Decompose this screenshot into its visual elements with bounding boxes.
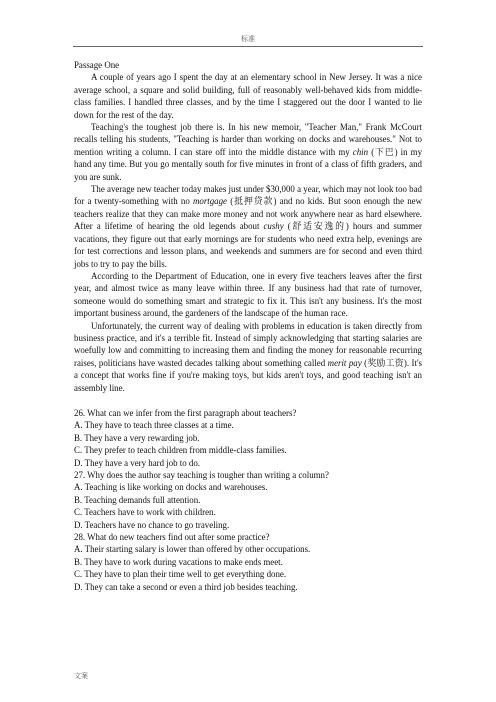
paragraph-text: According to the Department of Education, one in every five teachers leaves after the first year, and almost twice as many leave within three. If any business had that rate of turnover, someone would do something smart and strategic to fix it. This isn't any business. It's the most important business around, the gardeners of the landscape of the human race. — [74, 270, 422, 319]
paragraph-text: (抵押贷款) and no kids. But soon enough the new teachers realize that they can make more money and not work anywhere near as hard elsewhere. After a lifetime of hearing the old legends about — [74, 196, 422, 232]
paragraph-text: A couple of years ago I spent the day at an elementary school in New Jersey. It was a nice average school, a square and solid building, full of reasonably well-behaved kids from middle-class families. I handled three classes, and by the time I staggered out the door I wanted to lie down for the rest of the day. — [74, 72, 422, 120]
passage-paragraph — [74, 71, 422, 121]
question-stem: 26. What can we infer from the first paragraph about teachers? — [74, 407, 297, 418]
answer-option: D. Teachers have no chance to go traveling. — [74, 519, 230, 530]
italic-term: cushy — [263, 221, 284, 232]
answer-option: A. They have to teach three classes at a time. — [74, 420, 234, 431]
passage-title: Passage One — [74, 60, 120, 70]
question-list — [74, 407, 422, 593]
passage-paragraph — [74, 320, 422, 394]
paragraph-text: Teaching's the toughest job there is. In his new memoir, "Teacher Man," Frank McCourt recalls telling his students, "Teaching is harder than working on docks and warehouses." Not to mention writing a column. I can stare off into the middle distance with my — [74, 122, 422, 157]
answer-option: B. They have to work during vacations to make ends meet. — [74, 556, 283, 567]
italic-term: chin — [352, 146, 369, 157]
question — [74, 531, 422, 593]
passage-paragraph — [74, 121, 422, 183]
document-body — [74, 59, 422, 593]
paragraph-text: Unfortunately, the current way of dealing with problems in education is taken directly from business practice, and it's a terrible fit. Instead of simply acknowledging that starting salaries are woefully low and committing to increasing them and finding the money for reasonable recurring raises, politicians have wasted decades talking about something called — [74, 320, 422, 368]
answer-option: A. Their starting salary is lower than offered by other occupations. — [74, 544, 311, 555]
answer-option: B. Teaching demands full attention. — [74, 494, 201, 505]
question — [74, 469, 422, 531]
page-header: 标准 — [241, 35, 255, 43]
answer-option: C. They have to plan their time well to get everything done. — [74, 569, 287, 580]
italic-term: mortgage — [192, 196, 227, 207]
question-stem: 27. Why does the author say teaching is tougher than writing a column? — [74, 470, 329, 480]
question-stem: 28. What do new teachers find out after some practice? — [74, 532, 270, 543]
paragraph-text: (舒适安逸的) hours and summer vacations, they figure out that early mornings are for students who need extra help, evenings are for test corrections and lesson plans, and weekends and summers are for second and even third jobs to try to pay the bills. — [74, 221, 422, 269]
paragraph-text: (下巴) in my hand any time. But you go mentally south for five minutes in front of a class of fifth graders, and you are sunk. — [74, 146, 423, 182]
answer-option: B. They have a very rewarding job. — [74, 432, 200, 443]
answer-option: D. They can take a second or even a third job besides teaching. — [74, 581, 298, 592]
answer-option: D. They have a very hard job to do. — [74, 457, 201, 468]
answer-option: A. Teaching is like working on docks and warehouses. — [74, 482, 268, 493]
passage-paragraph — [74, 270, 422, 320]
question — [74, 407, 422, 469]
answer-option: C. They prefer to teach children from middle-class families. — [74, 445, 287, 456]
paragraph-text: The average new teacher today makes just under $30,000 a year, which may not look too bad for a twenty-something with no — [74, 184, 422, 207]
passage-paragraphs — [74, 71, 422, 394]
header-rule — [73, 46, 423, 47]
answer-option: C. Teachers have to work with children. — [74, 507, 216, 518]
passage-paragraph — [74, 183, 422, 270]
italic-term: merit pay — [327, 357, 362, 368]
page-footer: 文案 — [74, 672, 88, 680]
paragraph-text: (奖励工资). It's a concept that works fine if you're making toys, but kids aren't toys, and good teaching isn't an assembly line. — [74, 357, 422, 393]
